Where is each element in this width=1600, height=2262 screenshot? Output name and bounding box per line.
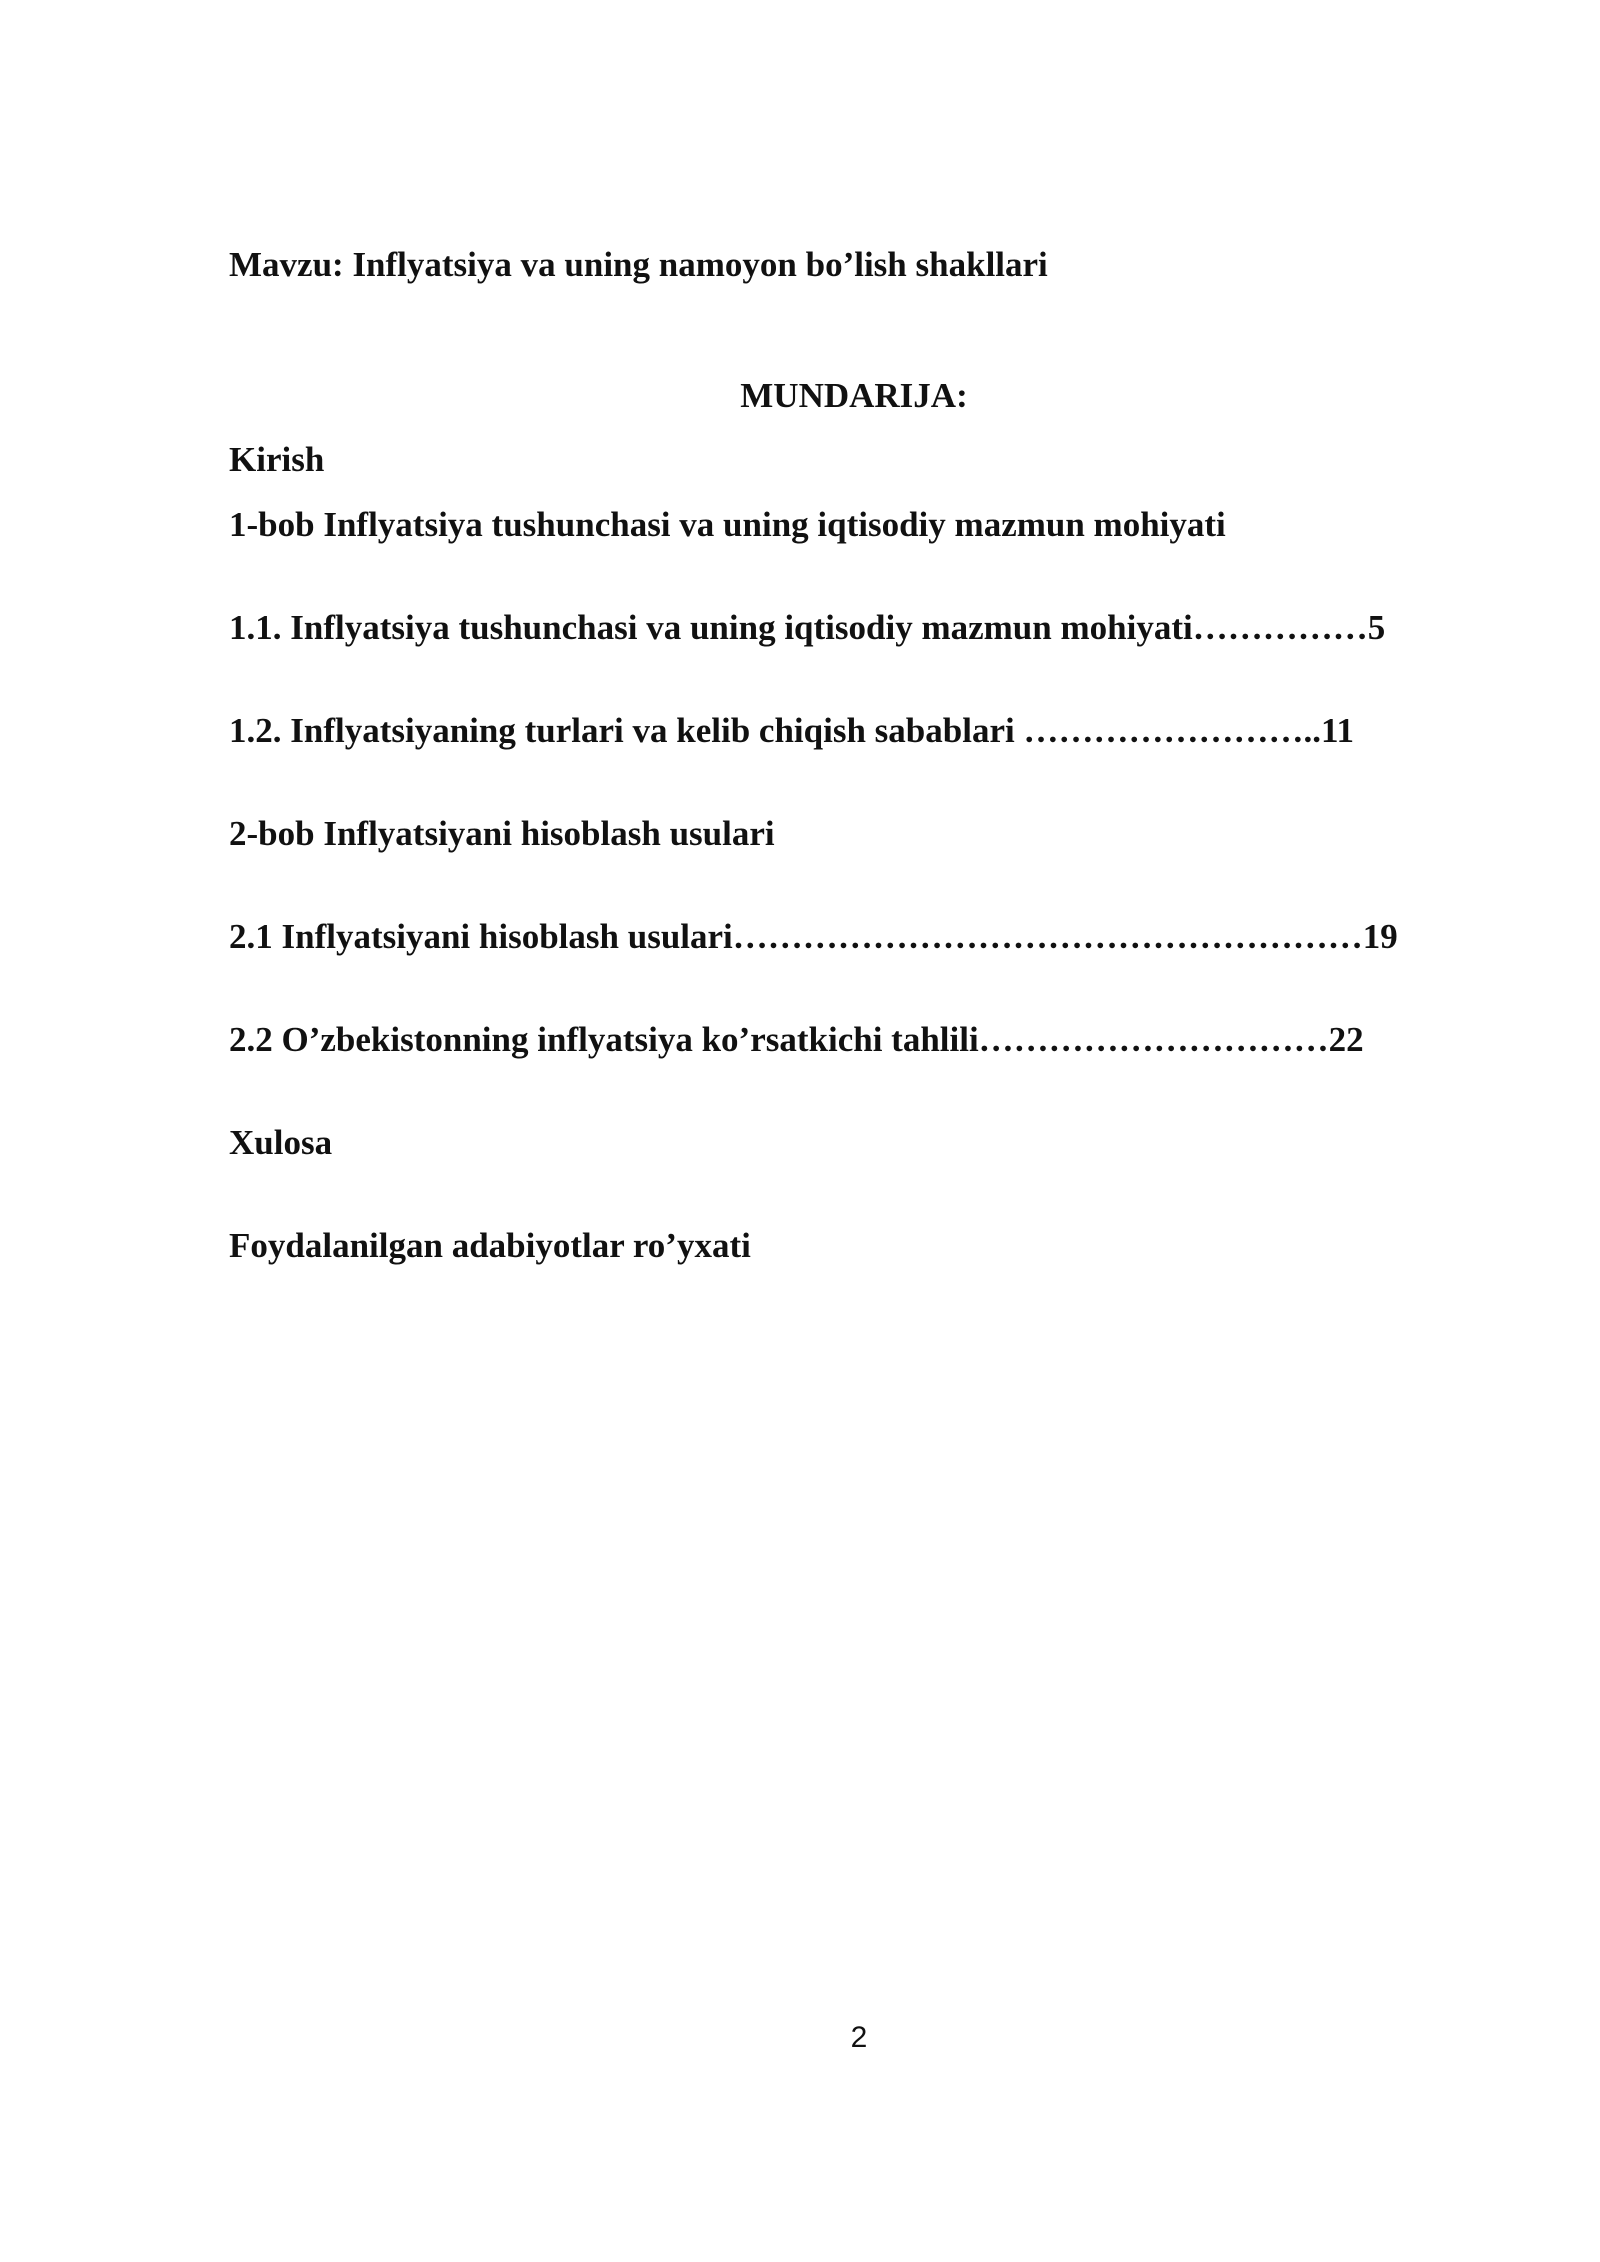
toc-entry-conclusion: Xulosa [229,1123,333,1162]
toc-heading: MUNDARIJA: [740,376,968,415]
toc-entry-references: Foydalanilgan adabiyotlar ro’yxati [229,1226,751,1265]
toc-entry-chapter-2: 2-bob Inflyatsiyani hisoblash usulari [229,814,775,853]
toc-entry-section-2-1: 2.1 Inflyatsiyani hisoblash usulari………………………………………………19 [229,917,1398,956]
toc-entry-section-1-2: 1.2. Inflyatsiyaning turlari va kelib chiqish sabablari ……………………..11 [229,711,1355,750]
toc-entry-introduction: Kirish [229,440,325,479]
toc-entry-section-1-1: 1.1. Inflyatsiya tushunchasi va uning iqtisodiy mazmun mohiyati……………5 [229,608,1386,647]
toc-entry-section-2-2: 2.2 O’zbekistonning inflyatsiya ko’rsatkichi tahlili…………………………22 [229,1020,1364,1059]
toc-entry-chapter-1: 1-bob Inflyatsiya tushunchasi va uning iqtisodiy mazmun mohiyati [229,505,1226,544]
topic-title: Mavzu: Inflyatsiya va uning namoyon bo’lish shakllari [229,245,1048,284]
page-number: 2 [850,2021,868,2054]
